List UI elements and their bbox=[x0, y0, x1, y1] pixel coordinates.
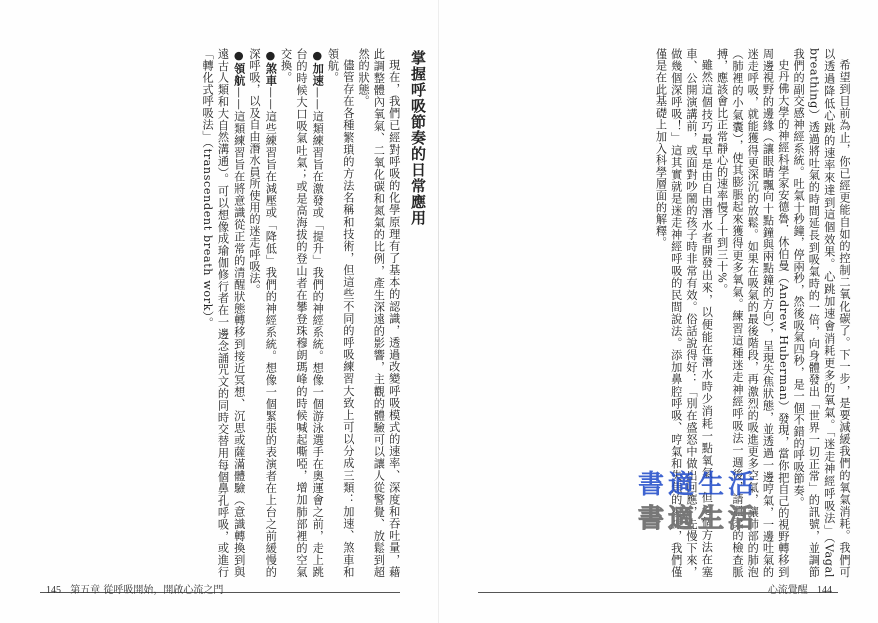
right-page bbox=[439, 0, 878, 623]
left-page-body bbox=[29, 48, 429, 578]
body-paragraph-2: 儘管存在各種繁瑣的方法名稱和技術，但這些不同的呼吸練習大致上可以分成三類：加速、煞車和領航。 bbox=[326, 48, 355, 578]
bullet-text: ——這些練習旨在減壓或「降低」我們的神經系統。想像一個緊張的表演者在上台之前緩慢的深呼吸，以及自由潛水員所使用的迷走呼吸法。 bbox=[248, 48, 278, 578]
bullet-term: 加速 bbox=[311, 62, 325, 87]
bullet-text: ——這類練習旨在激發或「提升」我們的神經系統。想像一個游泳選手在奧運會之前，走上跳台的時候大口吸氣吐氣；或是高海拔的登山者在攀登珠穆朗瑪峰的時候喊起嘶啞，增加肺部裡的空氣交換。 bbox=[279, 48, 325, 578]
bullet-text: ——這類練習旨在將意識從正常的清醒狀態轉移到接近冥想、沉思或薩滿體驗（意識轉換到與遠古人類和大自然溝通）。可以想像成瑜伽修行者在一邊念誦咒文的同時交替用每個鼻孔呼吸，或進行「轉化式呼吸法」（transcendent breath work）。 bbox=[201, 48, 246, 578]
bullet-dot-icon: ● bbox=[231, 48, 246, 63]
body-paragraph-1: 現在，我們已經對呼吸的化學原理有了基本的認識，透過改變呼吸模式的速率、深度和吞吐量，藉此調整體內氧氣、二氧化碳和氮氣的比例，產生深遠的影響，主觀的體驗可以讓人從警覺、放鬆到超然的狀態。 bbox=[357, 48, 401, 578]
bullet-brake bbox=[247, 48, 279, 578]
page-number-left: 145 bbox=[46, 585, 61, 596]
bullet-term: 領航 bbox=[232, 62, 246, 87]
body-paragraph-2: 史丹佛大學的神經科學家安德魯．休伯曼（Andrew Huberman）發現，當你把自己的視野轉移到周邊視野的邊緣（讓眼睛飄向十點鐘與兩點鐘的方向），呈現失焦狀態，並透過一邊哼氣，一邊吐氣的迷走呼吸，就能獲得更深沉的放鬆。如果在吸氣的最後階段，再激烈的吸進更多空氣，讓肺部的肺泡（肺裡的小氣囊），使其膨脹起來獲得更多氧氣。練習這種迷走神經呼吸法一週後，請溫柔的檢查脈搏，應該會比正常靜心的速率慢了十到三十%。 bbox=[715, 48, 790, 578]
bullet-accelerate bbox=[278, 48, 325, 578]
section-heading: 掌握呼吸節奏的日常應用 bbox=[409, 50, 427, 226]
bullet-navigate bbox=[200, 48, 247, 578]
book-title: 心流覺醒 bbox=[767, 585, 808, 596]
body-paragraph-1: 希望到目前為止，你已經更能自如的控制二氧化碳了。下一步，是要減緩我們的氧氣消耗。我們可以透過降低心跳的速率來達到這個效果。心跳加速會消耗更多的氧氣。「迷走神經呼吸法」（Vagal breathing）透過將吐氣的時間延長到吸氣時的一倍，向身體發出「世界一切正常」的訊號，並調節我們的副交感神經系統。吐氣十秒鐘，停兩秒，然後吸氣四秒，是一個不錯的呼吸節奏。 bbox=[792, 48, 851, 578]
bullet-term: 煞車 bbox=[264, 62, 278, 87]
footer-right bbox=[768, 581, 838, 596]
chapter-title: 從呼吸開始，開啟心流之門 bbox=[103, 585, 224, 596]
bullet-dot-icon: ● bbox=[263, 48, 278, 63]
body-paragraph-3: 雖然這個技巧最早是由自由潛水者開發出來，以便能在潛水時少消耗一點氧氣，但這個方法在塞車、公開演講前，或面對吵鬧的孩子時非常有效。俗話說得好：「別在盛怒中做出回應，先慢下來，做幾個深呼吸！」這其實就是迷走神經呼吸的民間說法。添加鼻腔呼吸、哼氣和失焦的視線，我們僅僅是在此基礎上加入科學層面的解釋。 bbox=[654, 48, 714, 578]
right-page-body bbox=[454, 48, 852, 578]
watermark-text: 書適生活 bbox=[637, 470, 758, 500]
page-number-right: 144 bbox=[817, 585, 832, 596]
bullet-dot-icon: ● bbox=[310, 48, 325, 63]
footer-left bbox=[40, 581, 223, 596]
chapter-label: 第五章 bbox=[70, 585, 101, 596]
